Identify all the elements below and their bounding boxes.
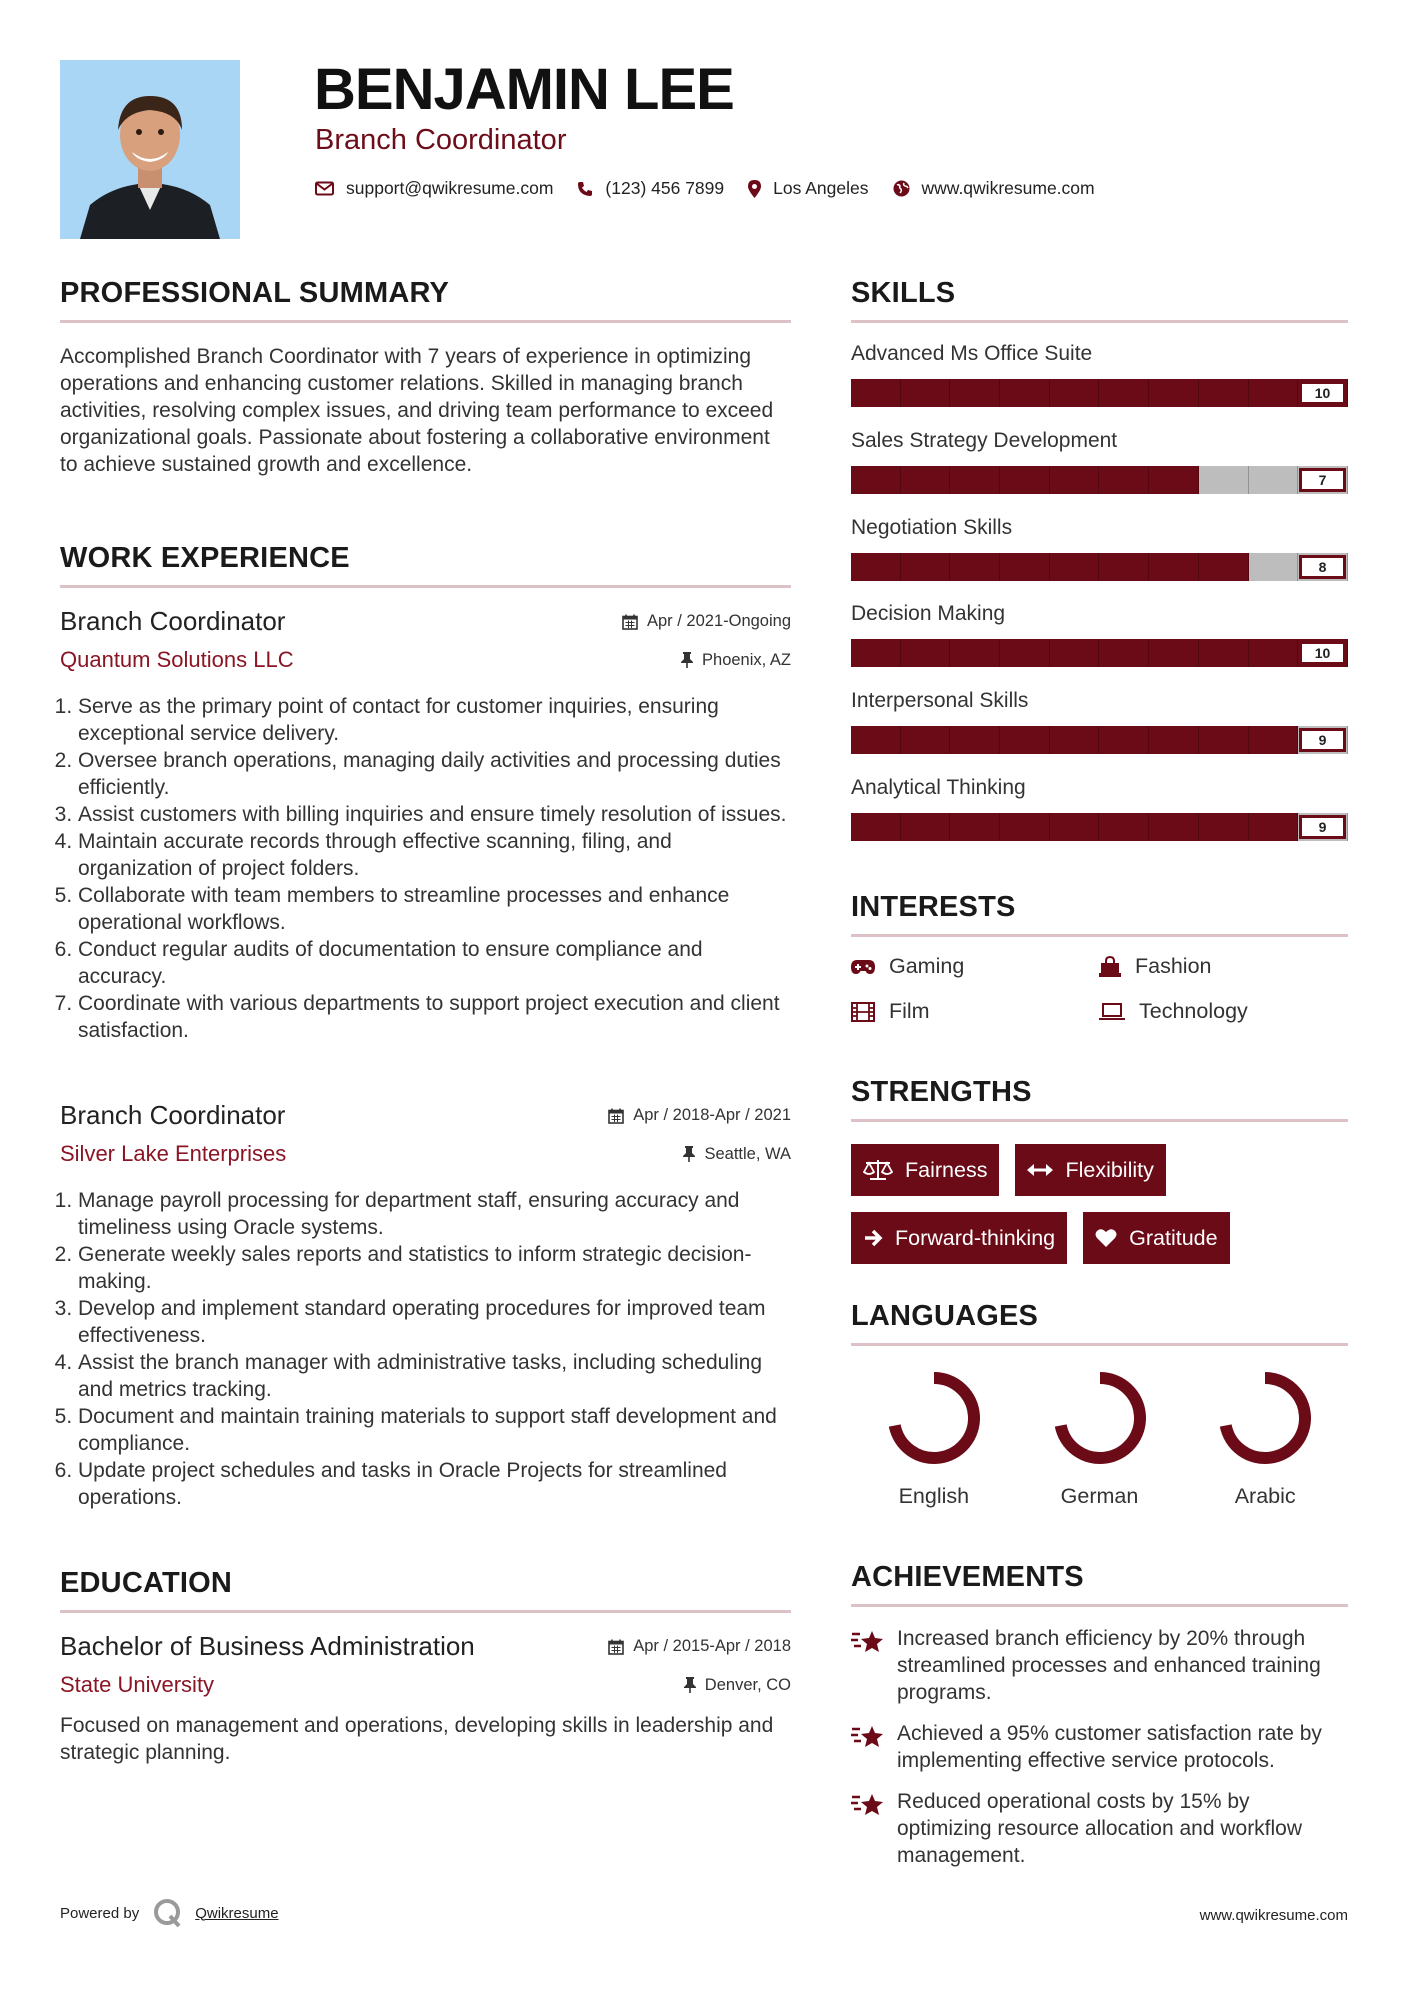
skill-bar-segment: [1050, 813, 1100, 841]
interest-item: Fashion: [1099, 954, 1348, 979]
skill-bar-segment: [1199, 466, 1249, 494]
job-title: Branch Coordinator: [60, 1100, 286, 1130]
skill-bar-segment: [950, 466, 1000, 494]
achievement-item: Reduced operational costs by 15% by optimizing resource allocation and workflow management.: [851, 1788, 1348, 1869]
skill-item: [851, 776, 1348, 863]
job-dates: Apr / 2021-Ongoing: [622, 612, 791, 631]
shooting-star-icon: [851, 1629, 885, 1655]
skill-name: Advanced Ms Office Suite: [851, 342, 1093, 365]
strength-tag: Gratitude: [1083, 1212, 1229, 1264]
work-divider: [60, 585, 791, 588]
strength-tag: Forward-thinking: [851, 1212, 1067, 1264]
list-item: 1. Manage payroll processing for department staff, ensuring accuracy and timeliness using Oracle systems.: [78, 1187, 791, 1241]
job-entry: [60, 606, 791, 1044]
skill-bar-segment: [950, 379, 1000, 407]
degree-title: Bachelor of Business Administration: [60, 1631, 475, 1661]
skill-bar-segment: [1000, 379, 1050, 407]
list-item: 5. Collaborate with team members to streamline processes and enhance operational workflows.: [78, 882, 791, 936]
language-name: Arabic: [1234, 1484, 1296, 1508]
list-item: 3. Assist customers with billing inquiries and ensure timely resolution of issues.: [78, 801, 791, 828]
pushpin-icon: [683, 1146, 695, 1162]
calendar-icon: [622, 614, 638, 630]
education-entry: [60, 1631, 791, 1766]
education-description: Focused on management and operations, developing skills in leadership and strategic planning.: [60, 1714, 774, 1764]
achievement-item: Increased branch efficiency by 20% through streamlined processes and enhanced training programs.: [851, 1625, 1348, 1706]
skill-bar-segment: [1099, 639, 1149, 667]
balance-scale-icon: [863, 1158, 893, 1182]
skill-bar-segment: [901, 553, 951, 581]
language-level-ring: [1217, 1370, 1313, 1466]
skill-name: Negotiation Skills: [851, 516, 1013, 539]
footer-brand-link[interactable]: Qwikresume: [195, 1904, 279, 1922]
strengths-divider: [851, 1119, 1348, 1122]
language-item: [1017, 1370, 1183, 1509]
arrow-right-icon: [863, 1228, 883, 1248]
skill-bar-segment: [1149, 726, 1199, 754]
strengths-heading: STRENGTHS: [851, 1076, 1032, 1108]
skill-bar-segment: [901, 726, 951, 754]
footer-website-link[interactable]: www.qwikresume.com: [1199, 1907, 1348, 1924]
skill-bar-segment: [1099, 466, 1149, 494]
location-text: Los Angeles: [773, 178, 869, 198]
list-item: 3. Develop and implement standard operating procedures for improved team effectiveness.: [78, 1295, 791, 1349]
strengths-list: [851, 1144, 1348, 1280]
strength-tag: Flexibility: [1015, 1144, 1165, 1196]
skill-bar-segment: [1249, 813, 1299, 841]
skill-bar: [851, 466, 1348, 494]
skill-bar-segment: [1000, 726, 1050, 754]
interest-item: Film: [851, 999, 1099, 1024]
skill-name: Interpersonal Skills: [851, 689, 1029, 712]
skill-item: [851, 342, 1348, 429]
language-level-ring: [1052, 1370, 1148, 1466]
skill-bar-segment: [901, 379, 951, 407]
language-item: [1182, 1370, 1348, 1509]
skill-bar: [851, 726, 1348, 754]
skill-item: [851, 516, 1348, 602]
languages-heading: LANGUAGES: [851, 1300, 1039, 1332]
pushpin-icon: [684, 1677, 696, 1693]
job-bullets: [60, 693, 791, 1044]
interests-divider: [851, 934, 1348, 937]
contact-phone[interactable]: [577, 178, 724, 199]
language-level-ring: [886, 1370, 982, 1466]
education-heading: EDUCATION: [60, 1567, 233, 1599]
list-item: 6. Conduct regular audits of documentation to ensure compliance and accuracy.: [78, 936, 791, 990]
education-dates: Apr / 2015-Apr / 2018: [608, 1637, 791, 1656]
skill-bar: [851, 639, 1348, 667]
list-item: 5. Document and maintain training materials to support staff development and compliance.: [78, 1403, 791, 1457]
skill-bar-segment: [1099, 379, 1149, 407]
skill-bar-segment: [1000, 553, 1050, 581]
skill-bar-segment: [1000, 639, 1050, 667]
contact-location: [748, 178, 868, 199]
skill-bar-segment: [851, 466, 901, 494]
skill-bar-segment: [1199, 553, 1249, 581]
school-name: State University: [60, 1672, 215, 1697]
skill-bar-segment: [851, 813, 901, 841]
map-pin-icon: [748, 180, 761, 198]
film-icon: [851, 1002, 875, 1022]
skill-score: 7: [1299, 468, 1346, 492]
skill-bar-segment: [851, 639, 901, 667]
skill-bar-segment: [1050, 726, 1100, 754]
shooting-star-icon: [851, 1792, 885, 1818]
skill-score: 8: [1299, 555, 1346, 579]
skill-bar-segment: [950, 726, 1000, 754]
skill-bar-segment: [1099, 726, 1149, 754]
skill-bar-segment: [1199, 726, 1249, 754]
skill-bar-segment: [851, 553, 901, 581]
language-name: German: [1060, 1484, 1139, 1508]
skills-heading: SKILLS: [851, 277, 956, 309]
summary-heading: PROFESSIONAL SUMMARY: [60, 277, 450, 309]
skill-bar-segment: [851, 379, 901, 407]
skill-bar: [851, 813, 1348, 841]
skill-bar-segment: [1249, 726, 1299, 754]
envelope-icon: [315, 181, 334, 196]
skill-bar-segment: [1199, 379, 1249, 407]
skill-bar-segment: [1199, 813, 1249, 841]
achievement-item: Achieved a 95% customer satisfaction rate by implementing effective service protocols.: [851, 1720, 1348, 1774]
skill-bar: [851, 553, 1348, 581]
achievements-divider: [851, 1604, 1348, 1607]
skill-bar-segment: [950, 639, 1000, 667]
skills-list: [851, 342, 1348, 863]
skill-name: Decision Making: [851, 602, 1006, 625]
skill-bar-segment: [1149, 639, 1199, 667]
interest-item: Gaming: [851, 954, 1099, 979]
gamepad-icon: [851, 959, 875, 975]
skill-bar-segment: [1149, 379, 1199, 407]
education-divider: [60, 1610, 791, 1613]
skill-bar-segment: [1000, 466, 1050, 494]
contact-email[interactable]: [315, 178, 553, 199]
website-text: www.qwikresume.com: [921, 178, 1095, 198]
list-item: 4. Assist the branch manager with administrative tasks, including scheduling and metrics tracking.: [78, 1349, 791, 1403]
achievements-list: [851, 1625, 1348, 1883]
work-heading: WORK EXPERIENCE: [60, 542, 350, 574]
languages-list: [851, 1370, 1348, 1509]
list-item: 4. Maintain accurate records through effective scanning, filing, and organization of project folders.: [78, 828, 791, 882]
skill-score: 10: [1299, 381, 1346, 405]
skill-bar-segment: [1099, 553, 1149, 581]
skill-bar-segment: [1249, 553, 1299, 581]
skill-bar-segment: [1149, 553, 1199, 581]
skill-bar-segment: [950, 813, 1000, 841]
email-text: support@qwikresume.com: [346, 178, 554, 198]
education-location: Denver, CO: [684, 1676, 791, 1695]
shopping-bag-icon: [1099, 956, 1121, 978]
skill-bar-segment: [1149, 466, 1199, 494]
skill-bar-segment: [1000, 813, 1050, 841]
skill-bar-segment: [901, 639, 951, 667]
job-dates: Apr / 2018-Apr / 2021: [608, 1106, 791, 1125]
skill-bar-segment: [1199, 639, 1249, 667]
phone-icon: [577, 181, 593, 197]
skill-bar-segment: [1149, 813, 1199, 841]
interests-list: [851, 954, 1348, 1024]
job-location: Seattle, WA: [683, 1145, 791, 1164]
job-company: Silver Lake Enterprises: [60, 1141, 287, 1166]
skill-item: [851, 689, 1348, 776]
skills-divider: [851, 320, 1348, 323]
skill-item: [851, 602, 1348, 689]
job-entry: [60, 1100, 791, 1511]
calendar-icon: [608, 1108, 624, 1124]
calendar-icon: [608, 1639, 624, 1655]
summary-divider: [60, 320, 791, 323]
skill-bar: [851, 379, 1348, 407]
skill-bar-segment: [1249, 466, 1299, 494]
language-name: English: [898, 1484, 970, 1508]
globe-icon: [893, 180, 910, 197]
job-title: Branch Coordinator: [60, 606, 286, 636]
profile-photo: [60, 60, 240, 239]
skill-score: 9: [1299, 815, 1346, 839]
job-bullets: [60, 1187, 791, 1511]
heart-icon: [1095, 1228, 1117, 1248]
list-item: 7. Coordinate with various departments to support project execution and client satisfaction.: [78, 990, 791, 1044]
job-location: Phoenix, AZ: [681, 651, 791, 670]
skill-bar-segment: [1050, 466, 1100, 494]
skill-bar-segment: [1050, 639, 1100, 667]
skill-bar-segment: [901, 813, 951, 841]
contact-website[interactable]: [893, 178, 1095, 199]
interest-item: Technology: [1099, 999, 1348, 1024]
skill-bar-segment: [950, 553, 1000, 581]
skill-item: [851, 429, 1348, 516]
skill-bar-segment: [1050, 553, 1100, 581]
list-item: 6. Update project schedules and tasks in Oracle Projects for streamlined operations.: [78, 1457, 791, 1511]
shooting-star-icon: [851, 1724, 885, 1750]
skill-bar-segment: [1099, 813, 1149, 841]
list-item: 1. Serve as the primary point of contact for customer inquiries, ensuring exceptional service delivery.: [78, 693, 791, 747]
list-item: 2. Generate weekly sales reports and statistics to inform strategic decision-making.: [78, 1241, 791, 1295]
arrows-horizontal-icon: [1027, 1163, 1053, 1177]
list-item: 2. Oversee branch operations, managing daily activities and processing duties efficiently.: [78, 747, 791, 801]
language-item: [851, 1370, 1017, 1509]
skill-score: 10: [1299, 641, 1346, 665]
job-company: Quantum Solutions LLC: [60, 647, 294, 672]
skill-bar-segment: [1249, 379, 1299, 407]
skill-bar-segment: [851, 726, 901, 754]
skill-bar-segment: [1050, 379, 1100, 407]
candidate-role: Branch Coordinator: [315, 124, 567, 156]
qwikresume-logo-icon: [153, 1898, 183, 1928]
summary-text: Accomplished Branch Coordinator with 7 years of experience in optimizing operations and enhancing customer relations. Skilled in managing branch activities, resolving complex issues, and driving team performance to exceed organizational goals. Passionate about fostering a collaborative environment to achieve sustained growth and excellence.: [60, 345, 774, 476]
languages-divider: [851, 1343, 1348, 1346]
pushpin-icon: [681, 652, 693, 668]
strength-tag: Fairness: [851, 1144, 999, 1196]
achievements-heading: ACHIEVEMENTS: [851, 1561, 1084, 1593]
phone-text: (123) 456 7899: [605, 178, 725, 198]
contact-bar: [315, 178, 1119, 199]
interests-heading: INTERESTS: [851, 891, 1016, 923]
skill-name: Analytical Thinking: [851, 776, 1026, 799]
skill-bar-segment: [901, 466, 951, 494]
candidate-name: BENJAMIN LEE: [314, 57, 734, 122]
skill-score: 9: [1299, 728, 1346, 752]
footer-powered-by: Powered by Qwikresume: [60, 1898, 279, 1928]
laptop-icon: [1099, 1003, 1125, 1021]
skill-bar-segment: [1249, 639, 1299, 667]
skill-name: Sales Strategy Development: [851, 429, 1118, 452]
